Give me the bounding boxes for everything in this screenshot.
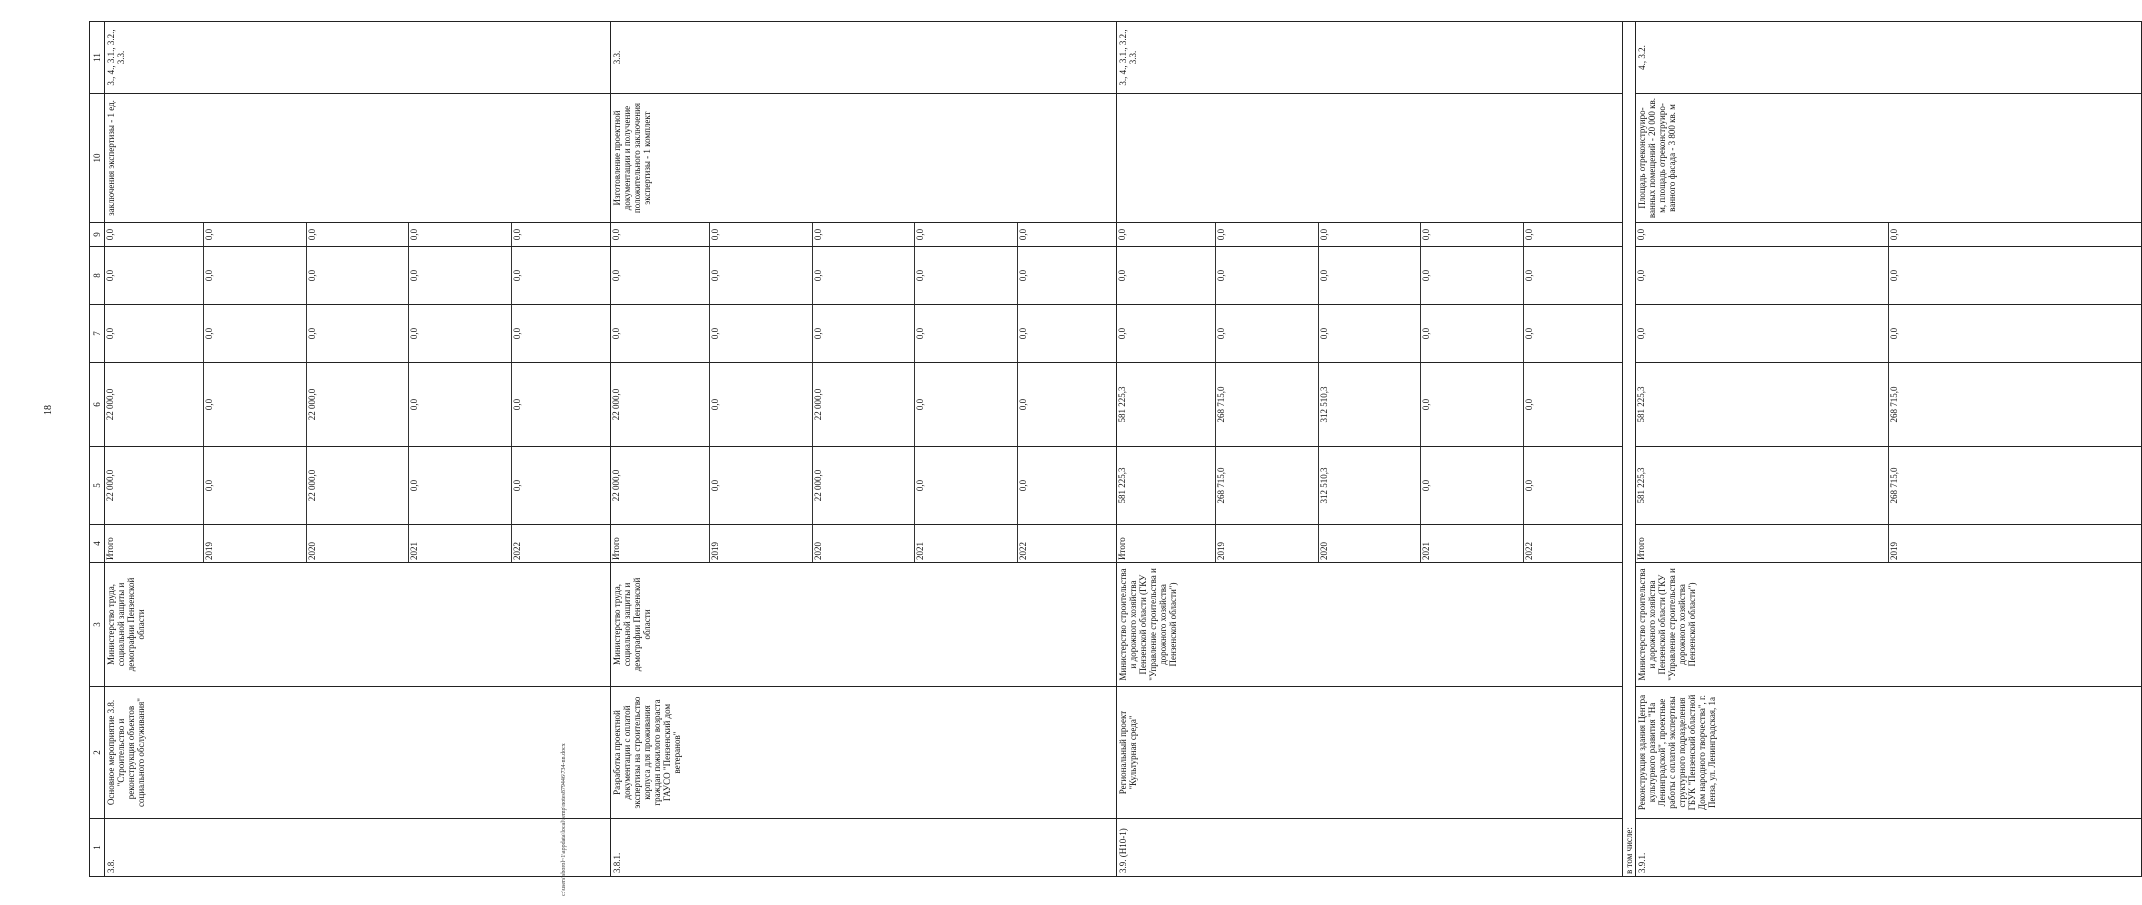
- value-cell: 0,0: [203, 247, 306, 304]
- header-cell: 5: [90, 447, 105, 525]
- year-breakdown: [1117, 305, 1622, 362]
- row-number: 3.8.1.: [611, 819, 1117, 877]
- value-cell: 2019: [1215, 525, 1318, 562]
- value-cell: 0,0: [812, 223, 915, 246]
- value-cell: 581 225,3: [1117, 363, 1215, 446]
- table-row: [1636, 22, 2142, 877]
- value-cell: 22 000,0: [611, 447, 709, 524]
- header-cell: 2: [90, 687, 105, 819]
- value-cell: 2019: [1889, 542, 1899, 560]
- value-cell: 0,0: [512, 479, 523, 492]
- value-cell: 0,0: [306, 247, 409, 304]
- year-breakdown: [611, 223, 1116, 246]
- value-cell: 268 715,0: [1215, 363, 1318, 446]
- year-breakdown: [1636, 363, 2141, 446]
- row-number: 3.9.1.: [1636, 819, 2142, 877]
- value-cell: 0,0: [512, 228, 523, 241]
- value-cell: 312 510,3: [1318, 363, 1421, 446]
- header-cell: 3: [90, 563, 105, 687]
- value-cell: 0,0: [1117, 223, 1215, 246]
- header-cell: 7: [90, 305, 105, 363]
- value-cell: 0,0: [1889, 269, 1899, 282]
- value-cell: 0,0: [709, 363, 812, 446]
- value-cell: Итого: [611, 525, 709, 562]
- value-cell: 0,0: [105, 223, 203, 246]
- value-cell: 0,0: [915, 247, 1018, 304]
- value-cell: 581 225,3: [1117, 447, 1215, 524]
- measure-name: Основное мероприятие 3.8. "Строительство и реконструкция объектов социального обслуживания": [105, 687, 611, 819]
- row-number: 3.8.: [105, 819, 611, 877]
- value-cell: 0,0: [1421, 363, 1524, 446]
- value-cell: 268 715,0: [1215, 447, 1318, 524]
- executor: Министерство строительства и дорожного хозяйства Пензенской области (ГКУ "Управление строительства и дорожного хозяйства Пензенской области"): [1636, 563, 2142, 687]
- value-cell: 0,0: [1318, 247, 1421, 304]
- value-cell: 0,0: [1318, 223, 1421, 246]
- value-cell: 581 225,3: [1636, 447, 1889, 524]
- value-cell: Итого: [1117, 525, 1215, 562]
- value-cell: 0,0: [203, 363, 306, 446]
- year-breakdown: [105, 525, 610, 562]
- value-cell: 0,0: [1636, 305, 1889, 362]
- value-cell: 2021: [1421, 525, 1524, 562]
- value-cell: 312 510,3: [1318, 447, 1421, 524]
- value-cell: 0,0: [709, 305, 812, 362]
- header-cell: 8: [90, 247, 105, 305]
- value-cell: 2020: [1318, 525, 1421, 562]
- value-cell: 0,0: [1524, 269, 1535, 282]
- value-cell: 0,0: [306, 305, 409, 362]
- table-row: [105, 22, 611, 877]
- footer-path: c:\users\sborol~1\appdata\local\temp\notes879446\734-nn.docx: [561, 743, 567, 896]
- value-cell: 0,0: [1018, 398, 1029, 411]
- value-cell: 0,0: [611, 223, 709, 246]
- value-cell: 22 000,0: [105, 363, 203, 446]
- linked-indicators: 3., 4., 3.1., 3.2., 3.3.: [1117, 22, 1623, 94]
- year-breakdown: [611, 363, 1116, 446]
- value-cell: 0,0: [709, 247, 812, 304]
- value-cell: 22 000,0: [812, 447, 915, 524]
- value-cell: 0,0: [1524, 228, 1535, 241]
- indicator: заключения экспертизы - 1 ед.: [105, 94, 611, 223]
- value-cell: 2022: [1524, 542, 1535, 560]
- year-breakdown: [105, 223, 610, 246]
- linked-indicators: 3.3.: [611, 22, 1117, 94]
- value-cell: 0,0: [1018, 479, 1029, 492]
- value-cell: 0,0: [812, 247, 915, 304]
- value-cell: 0,0: [1421, 305, 1524, 362]
- table-row: [1117, 22, 1623, 877]
- section-label: в том числе:: [1623, 22, 1636, 877]
- value-cell: 2021: [915, 525, 1018, 562]
- executor: Министерство труда, социальной защиты и демографии Пензенской области: [105, 563, 611, 687]
- value-cell: 0,0: [1889, 228, 1899, 241]
- value-cell: 0,0: [409, 247, 512, 304]
- year-breakdown: [1636, 223, 2141, 246]
- value-cell: 0,0: [512, 398, 523, 411]
- year-breakdown: [105, 305, 610, 362]
- value-cell: 0,0: [105, 305, 203, 362]
- value-cell: 2022: [1018, 542, 1029, 560]
- header-cell: 11: [90, 22, 105, 94]
- value-cell: 0,0: [709, 447, 812, 524]
- year-breakdown: [611, 447, 1116, 524]
- value-cell: 0,0: [915, 305, 1018, 362]
- value-cell: 0,0: [512, 327, 523, 340]
- year-breakdown: [1117, 525, 1622, 562]
- value-cell: 0,0: [512, 269, 523, 282]
- value-cell: 0,0: [915, 447, 1018, 524]
- value-cell: 0,0: [611, 247, 709, 304]
- value-cell: 0,0: [203, 305, 306, 362]
- indicator: [1117, 94, 1623, 223]
- year-breakdown: [1117, 223, 1622, 246]
- linked-indicators: 4., 3.2.: [1636, 22, 2142, 94]
- header-cell: 6: [90, 363, 105, 447]
- value-cell: 0,0: [915, 363, 1018, 446]
- value-cell: 0,0: [1215, 223, 1318, 246]
- value-cell: 2021: [409, 525, 512, 562]
- value-cell: 0,0: [1421, 247, 1524, 304]
- year-breakdown: [105, 363, 610, 446]
- value-cell: 0,0: [409, 305, 512, 362]
- header-cell: 1: [90, 819, 105, 877]
- value-cell: 0,0: [1018, 327, 1029, 340]
- value-cell: 0,0: [1524, 398, 1535, 411]
- value-cell: 22 000,0: [812, 363, 915, 446]
- linked-indicators: 3., 4., 3.1., 3.2., 3.3.: [105, 22, 611, 94]
- indicator: Площадь отреконструиро-ванных помещений - 20 000 кв. м, площадь отреконструиро-ванного фасада - 3 800 кв. м: [1636, 94, 2142, 223]
- year-breakdown: [611, 525, 1116, 562]
- measure-name: Разработка проектной документации с оплатой экспертизы на строительство корпуса для проживания граждан пожилого возраста ГАУСО "Пензенский дом ветеранов": [611, 687, 1117, 819]
- measure-name: Региональный проект "Культурная среда": [1117, 687, 1623, 819]
- year-breakdown: [1117, 247, 1622, 304]
- value-cell: 0,0: [1215, 247, 1318, 304]
- value-cell: 0,0: [1524, 479, 1535, 492]
- budget-table: [89, 21, 2142, 877]
- value-cell: 0,0: [409, 223, 512, 246]
- value-cell: 0,0: [203, 223, 306, 246]
- rotated-page: [89, 22, 1899, 877]
- value-cell: 22 000,0: [306, 363, 409, 446]
- value-cell: 0,0: [709, 223, 812, 246]
- value-cell: 0,0: [306, 223, 409, 246]
- year-breakdown: [611, 247, 1116, 304]
- value-cell: Итого: [1636, 525, 1889, 562]
- year-breakdown: [1636, 247, 2141, 304]
- value-cell: 0,0: [1636, 223, 1889, 246]
- value-cell: 0,0: [409, 447, 512, 524]
- value-cell: 0,0: [1318, 305, 1421, 362]
- indicator: Изготовление проектной документации и получение положительного заключения экспертизы - 1 комплект: [611, 94, 1117, 223]
- page-number: 18: [43, 405, 54, 415]
- year-breakdown: [1636, 305, 2141, 362]
- value-cell: 0,0: [1018, 228, 1029, 241]
- value-cell: 2019: [709, 525, 812, 562]
- value-cell: 0,0: [1524, 327, 1535, 340]
- executor: Министерство строительства и дорожного хозяйства Пензенской области (ГКУ "Управление строительства и дорожного хозяйства Пензенской области"): [1117, 563, 1623, 687]
- year-breakdown: [611, 305, 1116, 362]
- value-cell: 0,0: [611, 305, 709, 362]
- header-cell: 4: [90, 525, 105, 563]
- year-breakdown: [1636, 447, 2141, 524]
- value-cell: 268 715,0: [1889, 467, 1899, 504]
- value-cell: 0,0: [1018, 269, 1029, 282]
- executor: Министерство труда, социальной защиты и демографии Пензенской области: [611, 563, 1117, 687]
- value-cell: 0,0: [812, 305, 915, 362]
- value-cell: 0,0: [1421, 223, 1524, 246]
- value-cell: 0,0: [1636, 247, 1889, 304]
- year-breakdown: [1636, 525, 2141, 562]
- measure-name: Реконструкция здания Центра культурного развития "На Ленинградской", проектные работы с оплатой экспертизы структурного подразделения ГБУК "Пензенский областной Дом народного творчества", г. Пенза, ул. Ленинградская, 1а: [1636, 687, 2142, 819]
- value-cell: 2020: [306, 525, 409, 562]
- row-number: 3.9. (Н10-1): [1117, 819, 1623, 877]
- value-cell: 22 000,0: [306, 447, 409, 524]
- value-cell: 0,0: [105, 247, 203, 304]
- value-cell: 2020: [812, 525, 915, 562]
- value-cell: 2019: [203, 525, 306, 562]
- table-row: [611, 22, 1117, 877]
- value-cell: 581 225,3: [1636, 363, 1889, 446]
- value-cell: 0,0: [1117, 305, 1215, 362]
- section-row: [1623, 22, 1636, 877]
- value-cell: 268 715,0: [1889, 386, 1899, 423]
- year-breakdown: [105, 247, 610, 304]
- value-cell: 2022: [512, 542, 523, 560]
- header-row: [90, 22, 105, 877]
- value-cell: 0,0: [409, 363, 512, 446]
- year-breakdown: [1117, 363, 1622, 446]
- value-cell: 0,0: [915, 223, 1018, 246]
- value-cell: 0,0: [1117, 247, 1215, 304]
- value-cell: 0,0: [1421, 447, 1524, 524]
- value-cell: 22 000,0: [105, 447, 203, 524]
- value-cell: 0,0: [1889, 327, 1899, 340]
- value-cell: 22 000,0: [611, 363, 709, 446]
- value-cell: Итого: [105, 525, 203, 562]
- year-breakdown: [1117, 447, 1622, 524]
- value-cell: 0,0: [203, 447, 306, 524]
- value-cell: 0,0: [1215, 305, 1318, 362]
- year-breakdown: [105, 447, 610, 524]
- header-cell: 10: [90, 94, 105, 223]
- header-cell: 9: [90, 223, 105, 247]
